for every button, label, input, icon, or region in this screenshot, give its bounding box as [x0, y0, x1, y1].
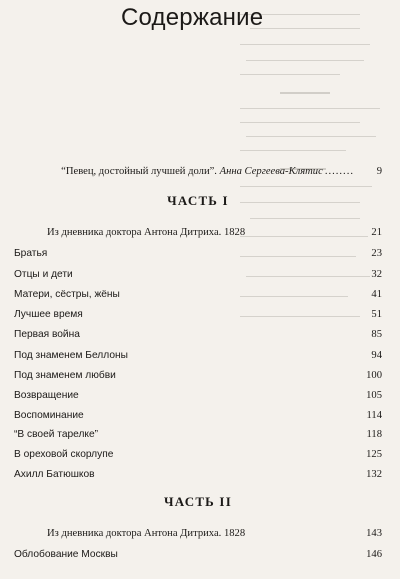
entry-title: Воспоминание: [14, 410, 84, 421]
page-title: Содержание: [121, 4, 264, 31]
entry-page-number: 114: [366, 410, 382, 421]
entry-title: Матери, сёстры, жёны: [14, 289, 120, 300]
entry-page-number: 32: [371, 269, 382, 280]
toc-entry[interactable]: [14, 527, 382, 540]
part-2-heading: ЧАСТЬ II: [164, 494, 232, 509]
table-of-contents: [14, 0, 382, 579]
toc-entry[interactable]: [14, 369, 382, 382]
entry-page-number: 143: [366, 528, 382, 539]
entry-page-number: 23: [371, 248, 382, 259]
preface-leader: ........: [324, 166, 354, 177]
toc-entry[interactable]: [14, 468, 382, 481]
toc-entry[interactable]: [14, 389, 382, 402]
entry-title: Под знаменем Беллоны: [14, 350, 128, 361]
entry-page-number: 125: [366, 449, 382, 460]
entry-page-number: 85: [371, 329, 382, 340]
toc-entry[interactable]: [14, 308, 382, 321]
toc-entry[interactable]: [14, 548, 382, 561]
entry-page-number: 105: [366, 390, 382, 401]
entry-title: Отцы и дети: [14, 269, 73, 280]
preface-quote: [61, 165, 323, 178]
preface-title: “Певец, достойный лучшей доли”.: [61, 166, 217, 177]
toc-entry[interactable]: [14, 328, 382, 341]
toc-entry[interactable]: [14, 268, 382, 281]
toc-entry[interactable]: [14, 247, 382, 260]
entry-title: Под знаменем любви: [14, 370, 116, 381]
entry-page-number: 94: [371, 350, 382, 361]
entry-page-number: 41: [371, 289, 382, 300]
entry-title: В ореховой скорлупе: [14, 449, 114, 460]
entry-title: Из дневника доктора Антона Дитриха. 1828: [47, 528, 246, 539]
entry-title: Лучшее время: [14, 309, 83, 320]
toc-entry-preface[interactable]: [14, 165, 382, 178]
toc-entry[interactable]: [14, 409, 382, 422]
entry-page-number: 21: [371, 227, 382, 238]
entry-page-number: 100: [366, 370, 382, 381]
entry-title: “В своей тарелке”: [14, 429, 99, 440]
entry-title: Возвращение: [14, 390, 79, 401]
toc-entry[interactable]: [14, 428, 382, 441]
preface-author: Анна Сергеева-Клятис: [219, 166, 323, 177]
entry-page-number: 118: [366, 429, 382, 440]
entry-page-number: 146: [366, 549, 382, 560]
entry-title: Облобование Москвы: [14, 549, 118, 560]
entry-title: Братья: [14, 248, 48, 259]
toc-entry[interactable]: [14, 349, 382, 362]
toc-entry[interactable]: [14, 288, 382, 301]
entry-title: Ахилл Батюшков: [14, 469, 95, 480]
entry-page-number: 132: [366, 469, 382, 480]
entry-title: Первая война: [14, 329, 80, 340]
entry-title: Из дневника доктора Антона Дитриха. 1828: [47, 227, 246, 238]
entry-page-number: 51: [371, 309, 382, 320]
preface-page-number: 9: [376, 166, 382, 177]
toc-entry[interactable]: [14, 226, 382, 239]
toc-entry[interactable]: [14, 448, 382, 461]
part-1-heading: ЧАСТЬ I: [167, 193, 229, 208]
